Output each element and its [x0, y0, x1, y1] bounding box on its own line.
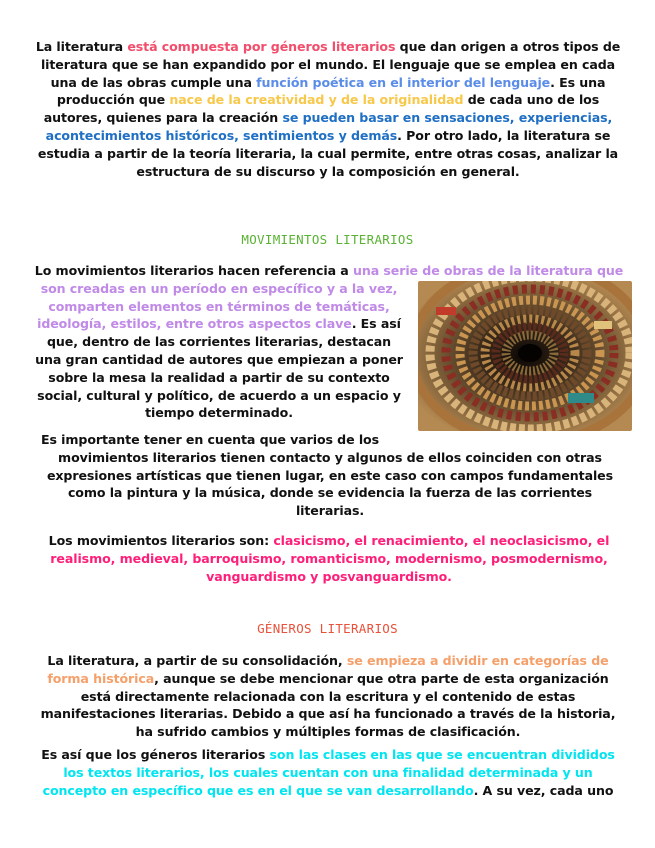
- generos-text: , aunque se debe mencionar que otra parte de esta organización está directamente relacionada con la escritura y el contenido de estas manifestaciones literarias. Debido a que así ha funcionado a través de la historia, ha sufrido cambios y múltiples formas de clasificación.: [40, 670, 616, 740]
- generos-paragraph-1: [38, 652, 618, 741]
- movimientos-paragraph-2: [40, 431, 620, 520]
- intro-text: . Es una producción que: [56, 74, 606, 108]
- intro-text: La literatura: [35, 39, 128, 54]
- movimientos-paragraph-3: [40, 532, 618, 585]
- movimientos-text: . Es así que, dentro de las corrientes literarias, destacan una gran cantidad de autores que empiezan a poner sobre la mesa la realidad a partir de su contexto social, cultural y político, de acuerdo a un espacio y tiempo determinado.: [35, 316, 403, 421]
- generos-highlight: se empieza a dividir en categorías de forma histórica: [47, 653, 609, 686]
- intro-text: de cada uno de los autores, quienes para la creación: [43, 92, 600, 126]
- movimientos-wrap-text: [34, 280, 404, 422]
- movimientos-text: Lo movimientos literarios hacen referencia a: [34, 263, 353, 278]
- generos-text: La literatura, a partir de su consolidación,: [47, 653, 347, 668]
- intro-highlight-creativity: nace de la creatividad y de la originalidad: [169, 92, 464, 108]
- book-tower-photo: [418, 281, 632, 431]
- intro-text: que dan origen a otros tipos de literatura que se han expandido por el mundo. El lenguaje que se emplea en cada una de las obras cumple una: [40, 39, 621, 90]
- intro-highlight-poetic: función poética en el interior del lenguaje: [256, 74, 551, 90]
- intro-highlight-genres: está compuesta por géneros literarios: [127, 39, 396, 54]
- generos-highlight: son las clases en las que se encuentran divididos los textos literarios, los cuales cuentan con una finalidad determinada y un concepto en específico que es en el que se van desarrollando: [42, 747, 615, 798]
- section-heading-generos: GÉNEROS LITERARIOS: [257, 621, 398, 636]
- section-heading-movimientos: MOVIMIENTOS LITERARIOS: [241, 232, 414, 247]
- movimientos-highlight: una serie de obras de la literatura que: [352, 263, 624, 278]
- movimientos-text: Los movimientos literarios son:: [48, 533, 274, 548]
- generos-text: . A su vez, cada uno: [473, 782, 614, 798]
- intro-text: . Por otro lado, la literatura se estudia a partir de la teoría literaria, la cual permite, entre otras cosas, analizar la estructura de su discurso y la composición en general.: [37, 127, 619, 179]
- book-spiral-image: [418, 281, 632, 431]
- movimientos-list-highlight: clasicismo, el renacimiento, el neoclasicismo, el realismo, medieval, barroquismo, romanticismo, modernismo, posmodernismo, vanguardismo y posvanguardismo.: [50, 533, 610, 584]
- movimientos-highlight: son creadas en un período en específico y a la vez, comparten elementos en términos de temáticas, ideología, estilos, entre otros aspectos clave: [37, 280, 398, 332]
- intro-paragraph: [34, 38, 622, 180]
- movimientos-line-1: [34, 262, 624, 280]
- movimientos-text: movimientos literarios tienen contacto y algunos de ellos coinciden con otras expresiones artísticas que tienen lugar, en este caso con campos fundamentales como la pintura y la música, donde se evidencia la fuerza de las corrientes literarias.: [46, 449, 614, 519]
- movimientos-text: Es importante tener en cuenta que varios de los: [40, 432, 379, 447]
- intro-highlight-sensations: se pueden basar en sensaciones, experiencias, acontecimientos históricos, sentimientos y demás: [45, 110, 613, 143]
- generos-text: Es así que los géneros literarios: [41, 747, 270, 762]
- generos-paragraph-2: [36, 746, 620, 799]
